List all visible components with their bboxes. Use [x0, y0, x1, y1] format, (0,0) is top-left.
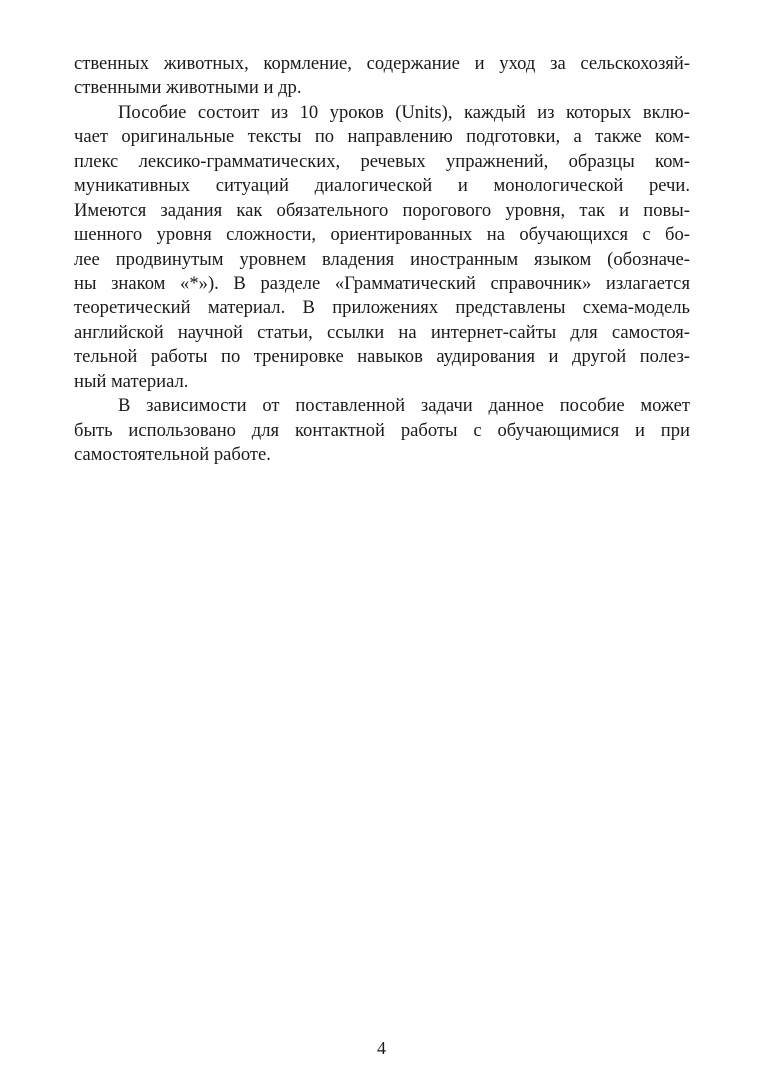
text-line: лее продвинутым уровнем владения иностранным языком (обозначе- [74, 248, 690, 270]
text-line: В зависимости от поставленной задачи данное пособие может [118, 395, 690, 417]
page-number: 4 [377, 1038, 386, 1058]
text-line: ны знаком «*»). В разделе «Грамматический справочник» излагается [74, 272, 690, 294]
text-line: Пособие состоит из 10 уроков (Units), каждый из которых вклю- [118, 101, 690, 123]
text-line: муникативных ситуаций диалогической и монологической речи. [74, 175, 690, 197]
paragraph-1 [74, 52, 690, 101]
text-line: ственных животных, кормление, содержание и уход за сельскохозяй- [74, 53, 690, 74]
text-line: шенного уровня сложности, ориентированных на обучающихся с бо- [74, 224, 690, 246]
text-line: чает оригинальные тексты по направлению подготовки, а также ком- [74, 126, 690, 148]
text-line: английской научной статьи, ссылки на интернет-сайты для самостоя- [74, 321, 690, 343]
text-line: быть использовано для контактной работы с обучающимися и при [74, 419, 690, 441]
text-line: теоретический материал. В приложениях представлены схема-модель [74, 297, 690, 319]
text-line: ный материал. [74, 370, 189, 392]
page-body [74, 52, 690, 467]
text-line: Имеются задания как обязательного порогового уровня, так и повы- [74, 199, 690, 221]
paragraph-3 [74, 394, 690, 467]
text-line: ственными животными и др. [74, 77, 302, 99]
text-line: самостоятельной работе. [74, 444, 271, 465]
paragraph-2 [74, 101, 690, 394]
text-line: плекс лексико-грамматических, речевых упражнений, образцы ком- [74, 150, 690, 172]
text-line: тельной работы по тренировке навыков аудирования и другой полез- [74, 346, 690, 368]
